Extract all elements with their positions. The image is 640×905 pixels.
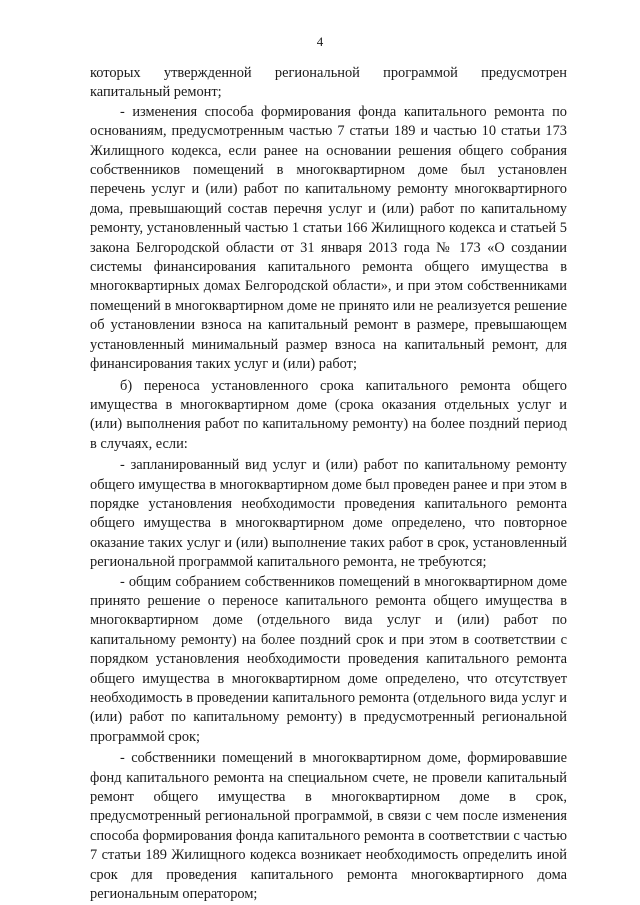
document-body (90, 64, 567, 904)
paragraph-special-account-owners: - собственники помещений в многоквартирном доме, формировавшие фонд капитального ремонта на специальном счете, не провели капитальный ремонт общего имущества в многоквартирном доме в срок, предусмотренный региональной программой, в связи с чем после изменения способа формирования фонда капитального ремонта в соответствии с частью 7 статьи 189 Жилищного кодекса возникает необходимость определить иной срок для проведения капитального ремонта многоквартирного дома региональным оператором; (90, 750, 567, 903)
paragraph-general-meeting-decision: - общим собранием собственников помещений в многоквартирном доме принято решение о переносе капитального ремонта общего имущества в многоквартирном доме (отдельного вида услуг и (или) работ по капитальному ремонту) на более поздний срок и при этом в соответствии с порядком установления необходимости проведения капитального ремонта общего имущества в многоквартирном доме определено, что отсутствует необходимость в проведении капитального ремонта (отдельного вида услуг и (или) работ по капитальному ремонту) в предусмотренный региональной программой срок; (90, 573, 567, 745)
paragraph-work-done-earlier: - запланированный вид услуг и (или) работ по капитальному ремонту общего имущества в многоквартирном доме был проведен ранее и при этом в порядке установления необходимости проведения капитального ремонта общего имущества в многоквартирном доме определено, что повторное оказание таких услуг и (или) выполнение таких работ в срок, установленный региональной программой капитального ремонта, не требуются; (90, 457, 568, 571)
paragraph-postpone-term: б) переноса установленного срока капитального ремонта общего имущества в многоквартирном доме (срока оказания отдельных услуг и (или) выполнения работ по капитальному ремонту) на более поздний период в случаях, если: (90, 377, 567, 452)
page-number: 4 (316, 34, 324, 49)
paragraph-continuation: которых утвержденной региональной программой предусмотрен капитальный ремонт; (90, 65, 567, 101)
paragraph-change-fund-method: - изменения способа формирования фонда капитального ремонта по основаниям, предусмотренным частью 7 статьи 189 и частью 10 статьи 173 Жилищного кодекса, если ранее на основании решения общего собрания собственников помещений в многоквартирном доме был установлен перечень услуг и (или) работ по капитальному ремонту многоквартирного дома, превышающий состав перечня услуг и (или) работ по капитальному ремонту, установленный частью 1 статьи 166 Жилищного кодекса и статьей 5 закона Белгородской области от 31 января 2013 года № 173 «О создании системы финансирования капитального ремонта общего имущества в многоквартирных домах Белгородской области», и при этом собственниками помещений в многоквартирном доме не принято или не реализуется решение об установлении взноса на капитальный ремонт в размере, превышающем установленный минимальный размер взноса на капитальный ремонт, для финансирования таких услуг и (или) работ; (90, 103, 567, 373)
